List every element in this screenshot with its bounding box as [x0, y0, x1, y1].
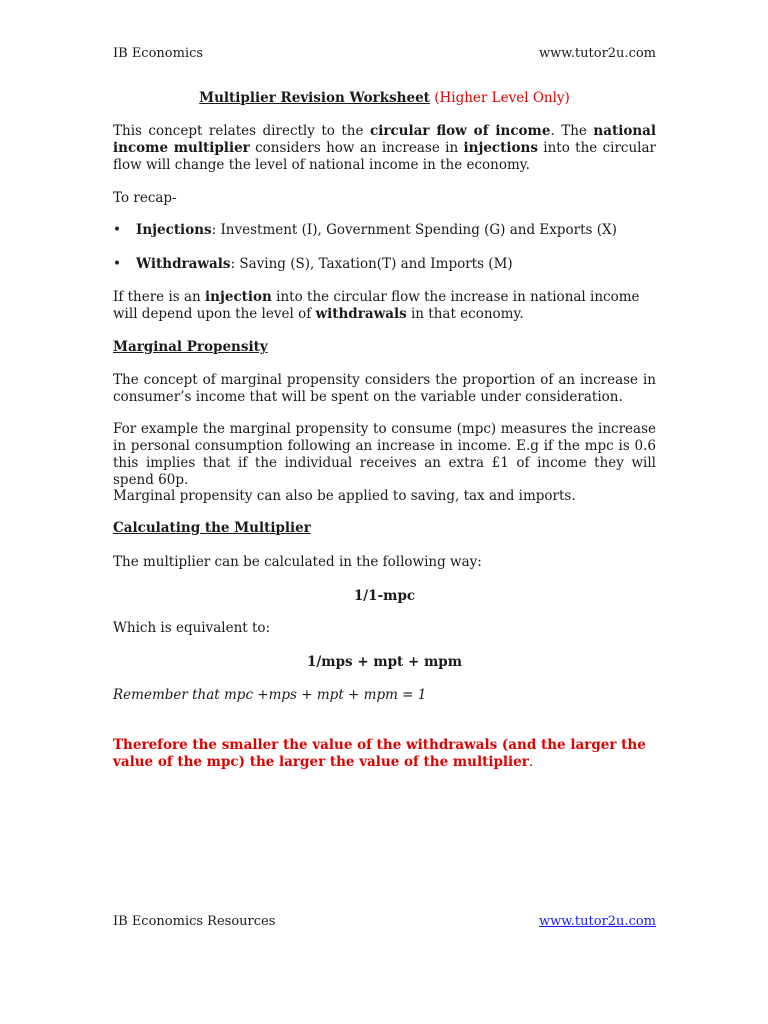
remember-note: Remember that mpc +mps + mpt + mpm = 1 — [113, 687, 427, 703]
conclusion-paragraph — [113, 737, 656, 771]
heading-calculating — [113, 520, 656, 537]
intro-bold-1: circular flow of income — [369, 123, 551, 139]
injection-paragraph — [113, 289, 656, 323]
intro-text-3: considers how an increase in — [249, 140, 464, 156]
bullet-dot-icon: • — [113, 222, 121, 238]
heading-calculating-text: Calculating the Multiplier — [113, 520, 311, 536]
intro-text-4: into the circular flow will change the level of national income in the economy. — [113, 140, 656, 173]
bullet-injections-text: : Investment (I), Government Spending (G) and Exports (X) — [211, 222, 617, 238]
intro-text-1: This concept relates directly to the — [113, 123, 370, 139]
bullet-injections-term: Injections — [136, 222, 212, 238]
page-header — [113, 46, 656, 61]
header-left: IB Economics — [113, 46, 204, 61]
footer-left: IB Economics Resources — [113, 914, 276, 929]
bullet-withdrawals-term: Withdrawals — [136, 256, 231, 272]
page-footer — [113, 914, 656, 929]
heading-marginal-text: Marginal Propensity — [113, 339, 268, 355]
marginal-paragraph-3: Marginal propensity can also be applied to saving, tax and imports. — [113, 488, 576, 504]
formula-2 — [113, 654, 656, 671]
calc-paragraph: The multiplier can be calculated in the following way: — [113, 554, 482, 570]
header-right: www.tutor2u.com — [538, 46, 656, 61]
bullet-dot-icon: • — [113, 256, 121, 272]
conclusion-end: . — [528, 754, 534, 770]
intro-text-2: . The — [550, 123, 594, 139]
injection-text-1: If there is an — [113, 289, 206, 305]
intro-bold-2: national income multiplier — [113, 123, 657, 156]
marginal-paragraph-1: The concept of marginal propensity considers the proportion of an increase in consumer’s income that will be spent on the variable under consideration. — [113, 372, 656, 405]
formula-1 — [113, 588, 656, 605]
page-title — [113, 90, 656, 107]
intro-paragraph — [113, 123, 656, 174]
formula-1-text: 1/1-mpc — [353, 588, 416, 604]
equivalent-line: Which is equivalent to: — [113, 620, 271, 636]
title-suffix: (Higher Level Only) — [434, 90, 570, 106]
bullet-withdrawals-text: : Saving (S), Taxation(T) and Imports (M) — [230, 256, 513, 272]
conclusion-bold: Therefore the smaller the value of the withdrawals (and the larger the value of the mpc) the larger the value of the multiplier — [113, 737, 646, 770]
recap-line: To recap- — [113, 190, 177, 206]
injection-bold-1: injection — [205, 289, 272, 305]
formula-2-text: 1/mps + mpt + mpm — [306, 654, 463, 670]
injection-text-3: in that economy. — [406, 306, 524, 322]
injection-bold-2: withdrawals — [315, 306, 407, 322]
footer-link[interactable]: www.tutor2u.com — [538, 914, 656, 929]
injection-text-2: into the circular flow the increase in national income will depend upon the level of — [113, 289, 640, 322]
marginal-paragraph-2: For example the marginal propensity to consume (mpc) measures the increase in personal consumption following an increase in income. E.g if the mpc is 0.6 this implies that if the individual receives an extra £1 of income they will spend 60p. — [113, 421, 656, 488]
intro-bold-3: injections — [463, 140, 538, 156]
heading-marginal-propensity — [113, 339, 656, 356]
document-page — [113, 0, 656, 1024]
title-main: Multiplier Revision Worksheet — [199, 90, 430, 106]
